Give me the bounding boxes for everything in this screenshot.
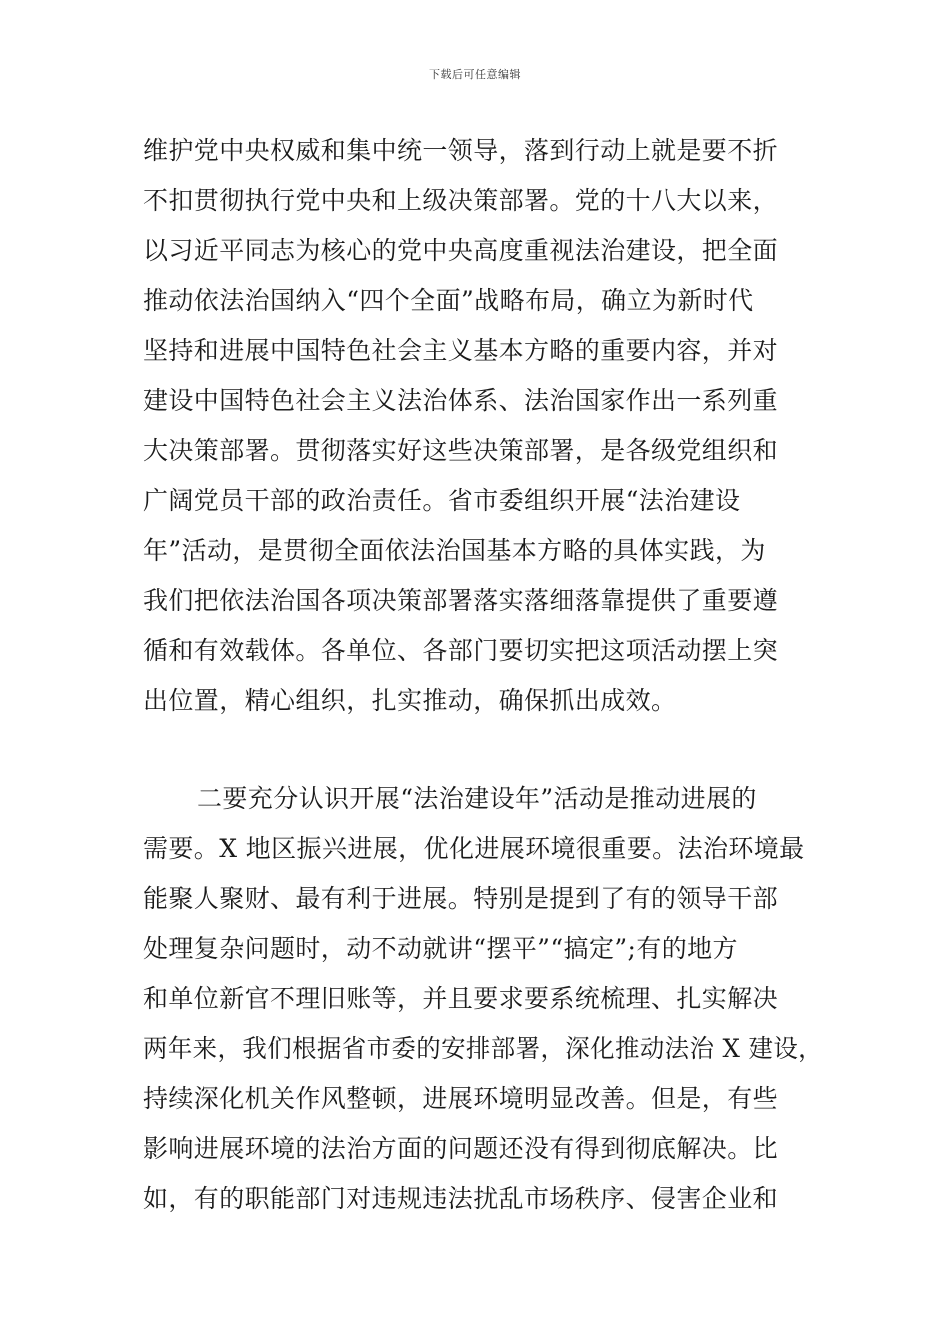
text-line: 广阔党员干部的政治责任。省市委组织开展“法治建设 (143, 486, 741, 515)
text-line: 能聚人聚财、最有利于进展。特别是提到了有的领导干部 (143, 884, 779, 913)
text-line: 处理复杂问题时，动不动就讲“摆平”“搞定”;有的地方 (143, 934, 738, 963)
text-line: 年”活动，是贯彻全面依法治国基本方略的具体实践，为 (143, 536, 766, 565)
paragraph-2 (143, 774, 823, 1224)
text-line: 维护党中央权威和集中统一领导，落到行动上就是要不折 (143, 136, 779, 165)
text-line: 循和有效载体。各单位、各部门要切实把这项活动摆上突 (143, 636, 779, 665)
text-line: 出位置，精心组织，扎实推动，确保抓出成效。 (143, 686, 677, 715)
text-line: 持续深化机关作风整顿，进展环境明显改善。但是，有些 (143, 1084, 779, 1113)
text-line: 二要充分认识开展“法治建设年”活动是推动进展的 (197, 784, 757, 813)
text-line: 建设中国特色社会主义法治体系、法治国家作出一系列重 (143, 386, 779, 415)
paragraph-1 (143, 126, 823, 726)
text-line: 不扣贯彻执行党中央和上级决策部署。党的十八大以来， (143, 186, 779, 215)
text-line: 如，有的职能部门对违规违法扰乱市场秩序、侵害企业和 (143, 1184, 779, 1213)
text-line: 需要。X 地区振兴进展，优化进展环境很重要。法治环境最 (143, 834, 805, 863)
header-note: 下载后可任意编辑 (429, 68, 521, 81)
text-line: 大决策部署。贯彻落实好这些决策部署，是各级党组织和 (143, 436, 779, 465)
text-line: 以习近平同志为核心的党中央高度重视法治建设，把全面 (143, 236, 779, 265)
text-line: 推动依法治国纳入“四个全面”战略布局，确立为新时代 (143, 286, 754, 315)
text-line: 和单位新官不理旧账等，并且要求要系统梳理、扎实解决 (143, 984, 779, 1013)
text-line: 影响进展环境的法治方面的问题还没有得到彻底解决。比 (143, 1134, 779, 1163)
text-line: 两年来，我们根据省市委的安排部署，深化推动法治 X 建设， (143, 1034, 824, 1063)
text-line: 我们把依法治国各项决策部署落实落细落靠提供了重要遵 (143, 586, 779, 615)
text-line: 坚持和进展中国特色社会主义基本方略的重要内容，并对 (143, 336, 779, 365)
